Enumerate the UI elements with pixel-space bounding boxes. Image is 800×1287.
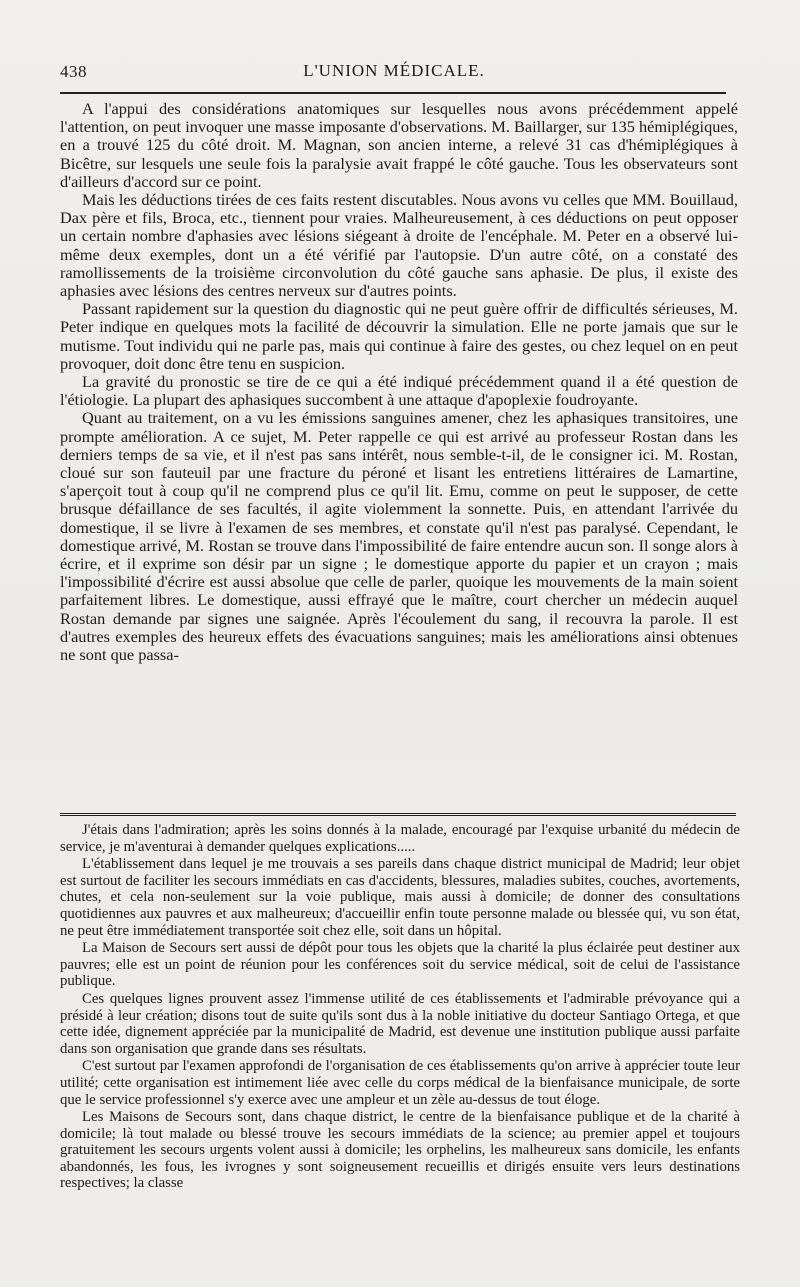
header-rule: [60, 92, 726, 94]
note-paragraph: Les Maisons de Secours sont, dans chaque district, le centre de la bienfaisance publique et de la charité à domicile; là tout malade ou blessé trouve les secours immédiats de la science; au premier appel et toujours gratuitement les secours urgents volent aussi à domicile; les orphelins, les malheureux sans domicile, les enfants abandonnés, les fous, les ivrognes y sont soigneusement recueillis et dirigés ensuite vers leurs destinations respectives; la classe: [60, 1109, 740, 1192]
paragraph: La gravité du pronostic se tire de ce qui a été indiqué précédemment quand il a été question de l'étiologie. La plupart des aphasiques succombent à une attaque d'apoplexie foudroyante.: [60, 372, 738, 410]
paragraph: A l'appui des considérations anatomiques sur lesquelles nous avons précédemment appelé l'attention, on peut invoquer une masse imposante d'observations. M. Baillarger, sur 135 hémiplégiques, en a trouvé 125 du côté droit. M. Magnan, son ancien interne, a relevé 31 cas d'hémiplégiques à Bicêtre, sur lesquels une seule fois la paralysie avait frappé le côté gauche. Tous les observateurs sont d'ailleurs d'accord sur ce point.: [60, 99, 738, 191]
main-text: [60, 100, 738, 664]
feuilleton-text: [60, 822, 740, 1193]
paragraph: Mais les déductions tirées de ces faits restent discutables. Nous avons vu celles que MM. Bouillaud, Dax père et fils, Broca, etc., tiennent pour vraies. Malheureusement, à ces déductions on peut opposer un certain nombre d'aphasies avec lésions siégeant à droite de l'encéphale. M. Peter en a observé lui-même deux exemples, dont un a été vérifié par l'autopsie. D'un autre côté, on a constaté des ramollissements de la troisième circonvolution du côté gauche sans aphasie. De plus, il existe des aphasies avec lésions des centres nerveux sur d'autres points.: [60, 190, 738, 301]
note-paragraph: Ces quelques lignes prouvent assez l'immense utilité de ces établissements et l'admirable prévoyance qui a présidé à leur création; disons tout de suite qu'ils sont dus à la noble initiative du docteur Santiago Ortega, et que cette idée, dignement appréciée par la municipalité de Madrid, est devenue une institution publique aussi parfaite dans son organisation que grande dans ses résultats.: [60, 990, 740, 1057]
note-paragraph: L'établissement dans lequel je me trouvais a ses pareils dans chaque district municipal de Madrid; leur objet est surtout de faciliter les secours immédiats en cas d'accidents, blessures, maladies subites, couches, avortements, chutes, et cela non-seulement sur la voie publique, mais aussi à domicile; de donner des consultations quotidiennes aux pauvres et aux malheureux; d'accueillir enfin toute personne malade ou blessée qui, vu son état, ne peut être immédiatement transportée soit chez elle, soit dans un hôpital.: [60, 856, 740, 939]
page-number: 438: [60, 62, 87, 81]
page-header: [60, 58, 728, 88]
paragraph: Quant au traitement, on a vu les émissions sanguines amener, chez les aphasiques transitoires, une prompte amélioration. A ce sujet, M. Peter rappelle ce qui est arrivé au professeur Rostan dans les derniers temps de sa vie, et il n'est pas sans intérêt, nous semble-t-il, de le consigner ici. M. Rostan, cloué sur son fauteuil par une fracture du péroné et lisant les entretiens littéraires de Lamartine, s'aperçoit tout à coup qu'il ne comprend plus ce qu'il lit. Emu, comme on peut le supposer, de cette brusque défaillance de ses facultés, il agite violemment la sonnette. Puis, en attendant l'arrivée du domestique, il se livre à l'examen de ses membres, et constate qu'il n'est pas paralysé. Cependant, le domestique arrivé, M. Rostan se trouve dans l'impossibilité de faire entendre aucun son. Il songe alors à écrire, et il exprime son désir par un signe ; le domestique apporte du papier et un crayon ; mais l'impossibilité d'écrire est aussi absolue que celle de parler, quoique les mouvements de la main soient parfaitement libres. Le domestique, aussi effrayé que le maître, court chercher un médecin auquel Rostan demande par signes une saignée. Après l'écoulement du sang, il recouvra la parole. Il est d'autres exemples des heureux effets des évacuations sanguines; mais les améliorations ainsi obtenues ne sont que passa-: [60, 408, 738, 665]
feuilleton-rule: [60, 813, 736, 816]
note-paragraph: La Maison de Secours sert aussi de dépôt pour tous les objets que la charité la plus éclairée peut destiner aux pauvres; elle est un point de réunion pour les conférences soit du service médical, soit de celui de l'assistance publique.: [60, 940, 740, 990]
paragraph: Passant rapidement sur la question du diagnostic qui ne peut guère offrir de difficultés sérieuses, M. Peter indique en quelques mots la facilité de découvrir la simulation. Elle ne porte jamais que sur le mutisme. Tout individu qui ne parle pas, mais qui continue à faire des gestes, ou chez lequel on en peut provoquer, doit donc être tenu en suspicion.: [60, 299, 738, 373]
note-paragraph: C'est surtout par l'examen approfondi de l'organisation de ces établissements qu'on arrive à apprécier toute leur utilité; cette organisation est intimement liée avec celle du corps médical de la bienfaisance municipale, de sorte que le service professionnel s'y exerce avec une ampleur et un zèle au-dessus de tout éloge.: [60, 1058, 740, 1108]
running-title: L'UNION MÉDICALE.: [303, 61, 485, 80]
note-paragraph: J'étais dans l'admiration; après les soins donnés à la malade, encouragé par l'exquise urbanité du médecin de service, je m'aventurai à demander quelques explications.....: [60, 822, 740, 855]
